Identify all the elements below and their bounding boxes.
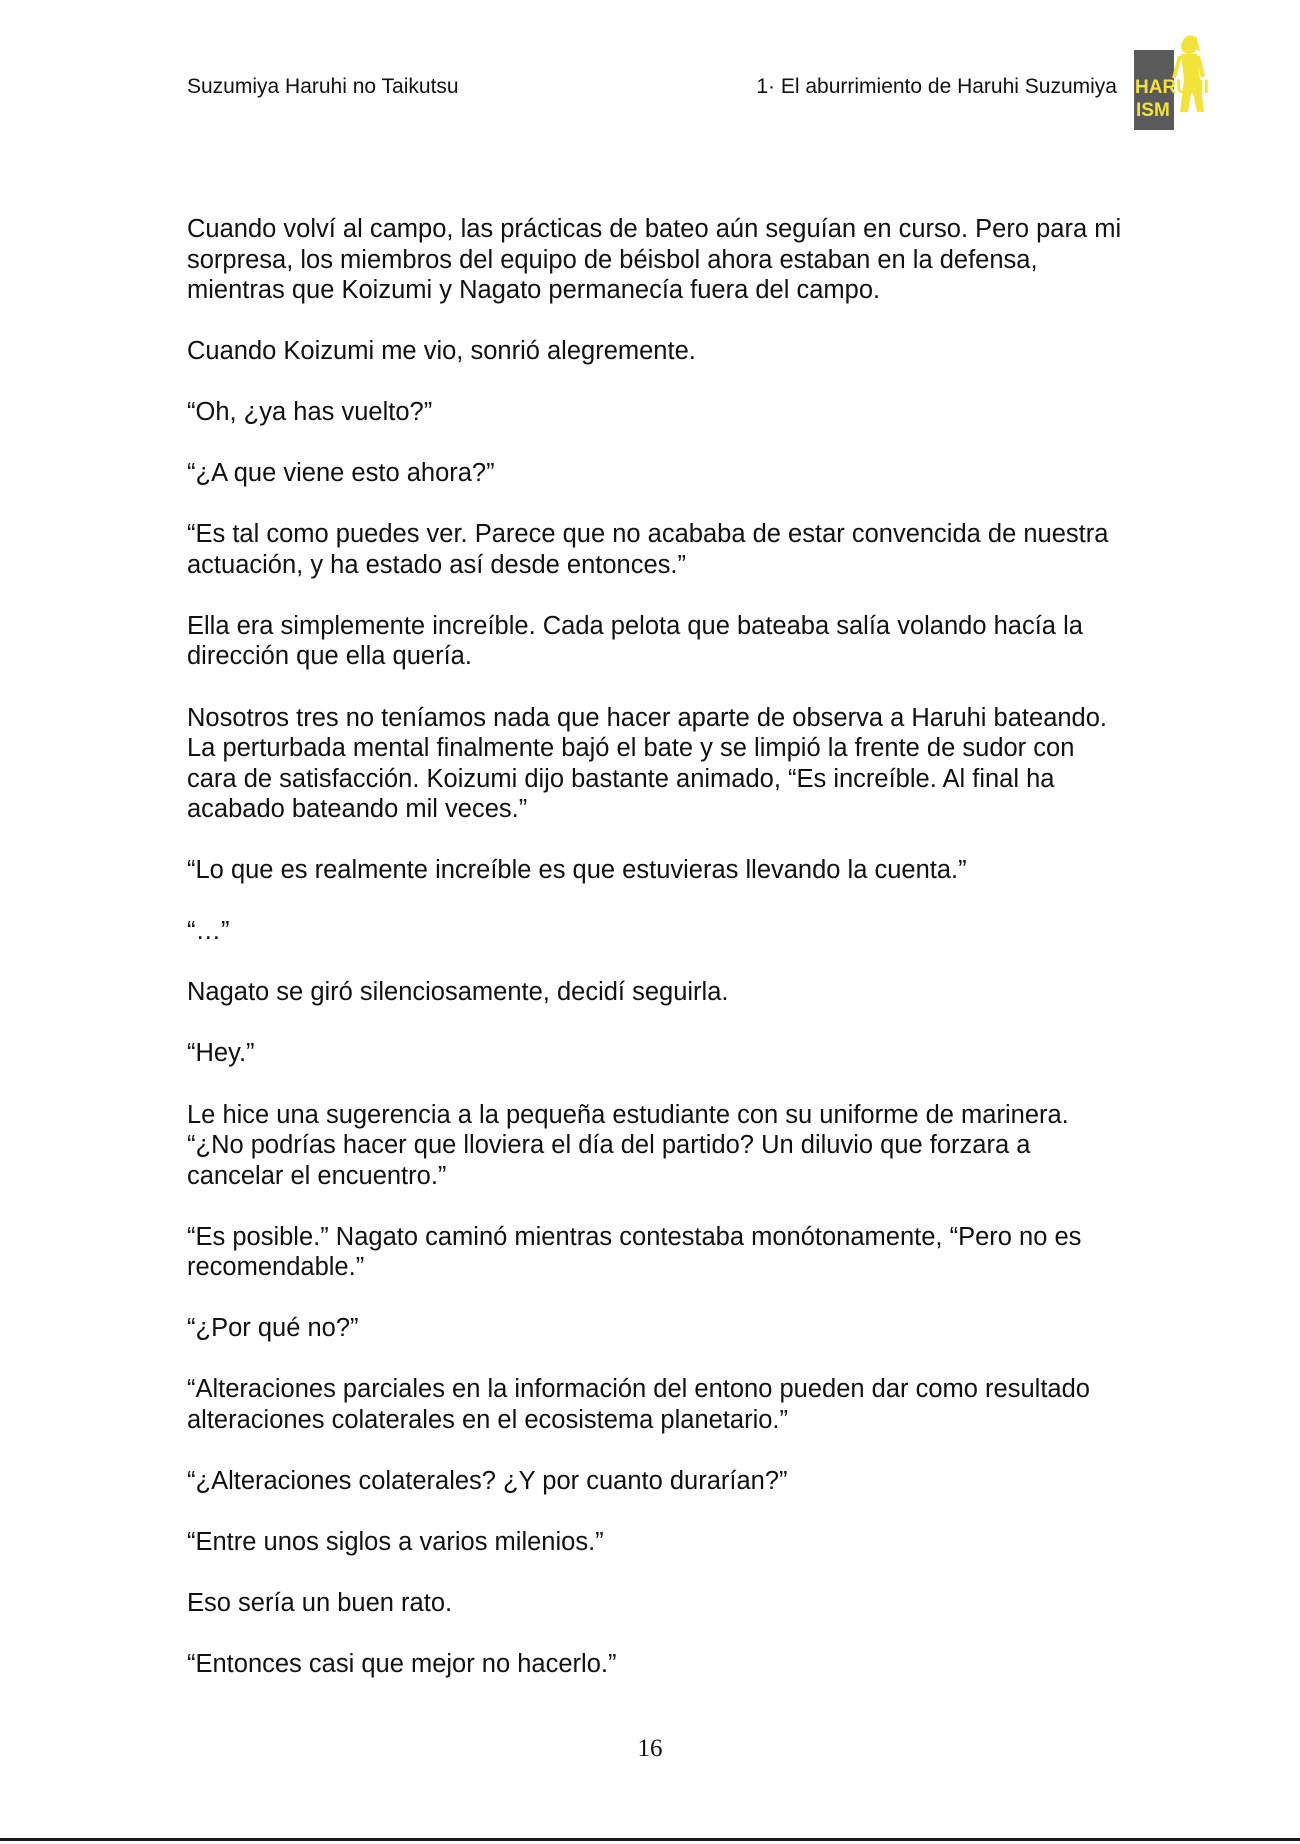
paragraph: Eso sería un buen rato.: [187, 1589, 453, 1618]
svg-text:ISM: ISM: [1136, 100, 1170, 121]
page-number: 16: [637, 1735, 663, 1762]
running-header-title: Suzumiya Haruhi no Taikutsu: [187, 75, 459, 98]
bottom-divider: [0, 1838, 1300, 1841]
paragraph: Nosotros tres no teníamos nada que hacer aparte de observa a Haruhi bateando. La perturbada mental finalmente bajó el bate y se limpió la frente de sudor con cara de satisfacción. Koizumi dijo bastante animado, “Es increíble. Al final ha acabado bateando mil veces.”: [187, 703, 1108, 824]
paragraph: “Entonces casi que mejor no hacerlo.”: [187, 1650, 617, 1679]
svg-text:HARUHI: HARUHI: [1135, 77, 1209, 98]
paragraph: “Oh, ¿ya has vuelto?”: [187, 398, 433, 427]
paragraph: “¿Por qué no?”: [187, 1314, 359, 1343]
paragraph: Ella era simplemente increíble. Cada pelota que bateaba salía volando hacía la dirección que ella quería.: [187, 611, 1083, 671]
paragraph: “…”: [187, 917, 230, 946]
paragraph: “Alteraciones parciales en la información del entono pueden dar como resultado alteraciones colaterales en el ecosistema planetario.”: [187, 1375, 1090, 1434]
paragraph: Nagato se giró silenciosamente, decidí seguirla.: [187, 978, 729, 1007]
paragraph: “¿A que viene esto ahora?”: [187, 459, 495, 488]
haruhiism-logo-icon: [1134, 32, 1210, 130]
body-text: [187, 214, 1127, 1710]
paragraph: “¿Alteraciones colaterales? ¿Y por cuanto durarían?”: [187, 1466, 788, 1495]
paragraph: “Es posible.” Nagato caminó mientras contestaba monótonamente, “Pero no es recomendable.”: [187, 1222, 1082, 1282]
paragraph: “Hey.”: [187, 1039, 255, 1068]
paragraph: Cuando volví al campo, las prácticas de bateo aún seguían en curso. Pero para mi sorpresa, los miembros del equipo de béisbol ahora estaban en la defensa, mientras que Koizumi y Nagato permanecía fuera del campo.: [187, 215, 1122, 304]
paragraph: “Es tal como puedes ver. Parece que no acababa de estar convencida de nuestra actuación, y ha estado así desde entonces.”: [187, 520, 1109, 579]
running-header-chapter: 1· El aburrimiento de Haruhi Suzumiya: [756, 75, 1117, 98]
paragraph: Cuando Koizumi me vio, sonrió alegremente.: [187, 337, 696, 366]
paragraph: Le hice una sugerencia a la pequeña estudiante con su uniforme de marinera. “¿No podrías hacer que lloviera el día del partido? Un diluvio que forzara a cancelar el encuentro.”: [187, 1100, 1069, 1190]
paragraph: “Entre unos siglos a varios milenios.”: [187, 1528, 604, 1556]
paragraph: “Lo que es realmente increíble es que estuvieras llevando la cuenta.”: [187, 856, 967, 885]
